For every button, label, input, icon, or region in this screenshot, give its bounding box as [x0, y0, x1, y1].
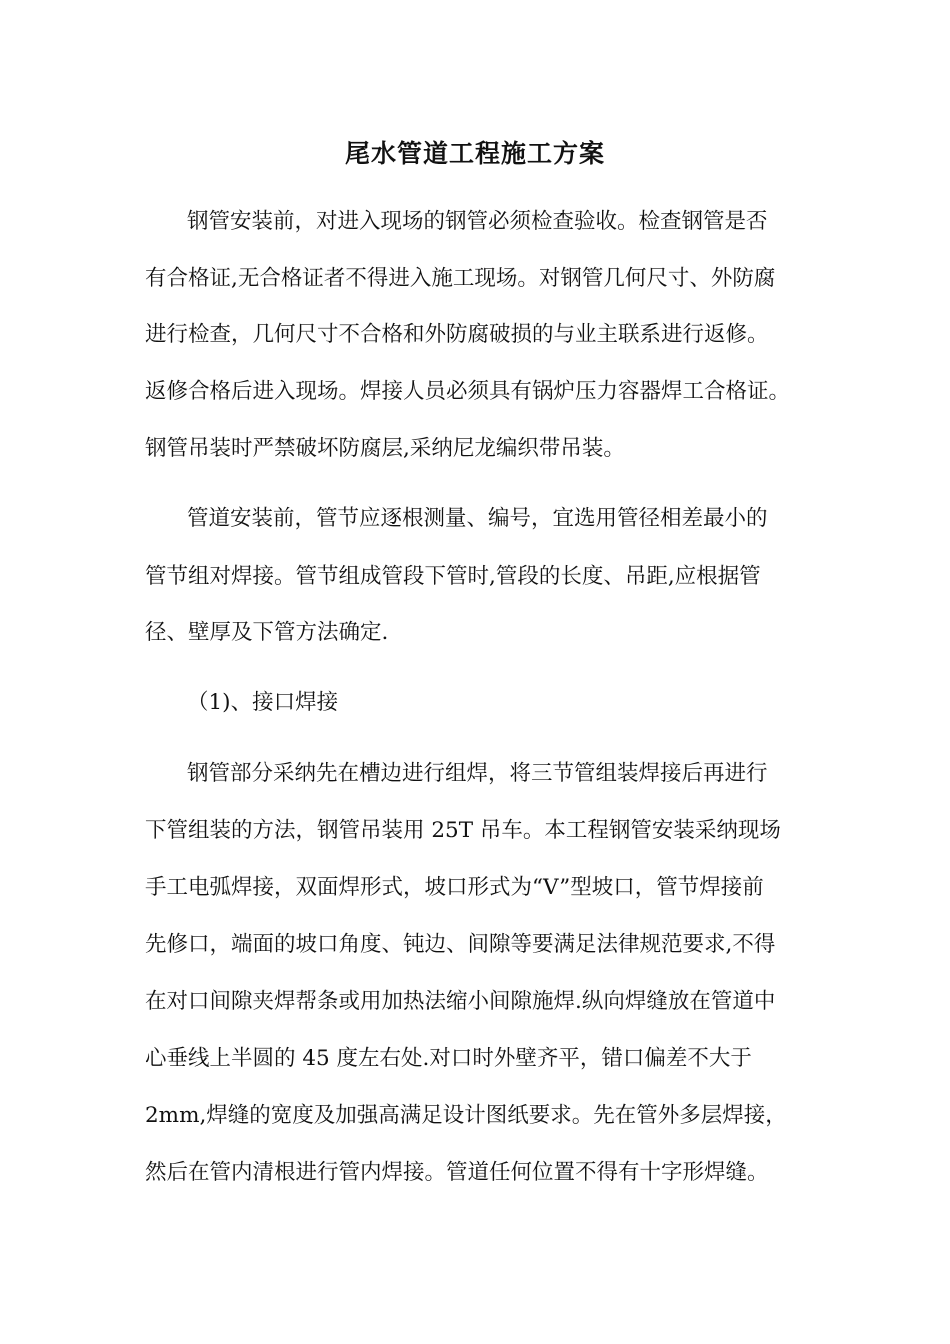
paragraph-line: 钢管吊装时严禁破坏防腐层,采纳尼龙编织带吊装。	[145, 436, 625, 461]
paragraph-line: 管节组对焊接。管节组成管段下管时,管段的长度、吊距,应根据管	[145, 564, 761, 589]
paragraph-line: 下管组装的方法，钢管吊装用 25T 吊车。本工程钢管安装采纳现场	[145, 818, 781, 843]
paragraph-line: 在对口间隙夹焊帮条或用加热法缩小间隙施焊.纵向焊缝放在管道中	[145, 989, 776, 1014]
paragraph-line: 钢管安装前，对进入现场的钢管必须检查验收。检查钢管是否	[187, 209, 768, 234]
paragraph-line: 管道安装前，管节应逐根测量、编号，宜选用管径相差最小的	[187, 506, 768, 531]
paragraph-line: 然后在管内清根进行管内焊接。管道任何位置不得有十字形焊缝。	[145, 1160, 769, 1185]
paragraph-line: 手工电弧焊接，双面焊形式，坡口形式为“V”型坡口，管节焊接前	[145, 875, 764, 900]
paragraph-line: 进行检查，几何尺寸不合格和外防腐破损的与业主联系进行返修。	[145, 322, 769, 347]
document-title: 尾水管道工程施工方案	[344, 139, 605, 168]
section-heading: （1)、接口焊接	[187, 690, 339, 715]
paragraph-line: 钢管部分采纳先在槽边进行组焊，将三节管组装焊接后再进行	[187, 761, 768, 786]
paragraph-line: 先修口，端面的坡口角度、钝边、间隙等要满足法律规范要求,不得	[145, 932, 776, 957]
paragraph-line: 返修合格后进入现场。焊接人员必须具有锅炉压力容器焊工合格证。	[145, 379, 791, 404]
paragraph-line: 径、壁厚及下管方法确定.	[145, 620, 389, 645]
paragraph-line: 2mm,焊缝的宽度及加强高满足设计图纸要求。先在管外多层焊接，	[145, 1103, 787, 1128]
paragraph-line: 有合格证,无合格证者不得进入施工现场。对钢管几何尺寸、外防腐	[145, 266, 776, 291]
paragraph-line: 心垂线上半圆的 45 度左右处.对口时外壁齐平，错口偏差不大于	[145, 1046, 752, 1071]
